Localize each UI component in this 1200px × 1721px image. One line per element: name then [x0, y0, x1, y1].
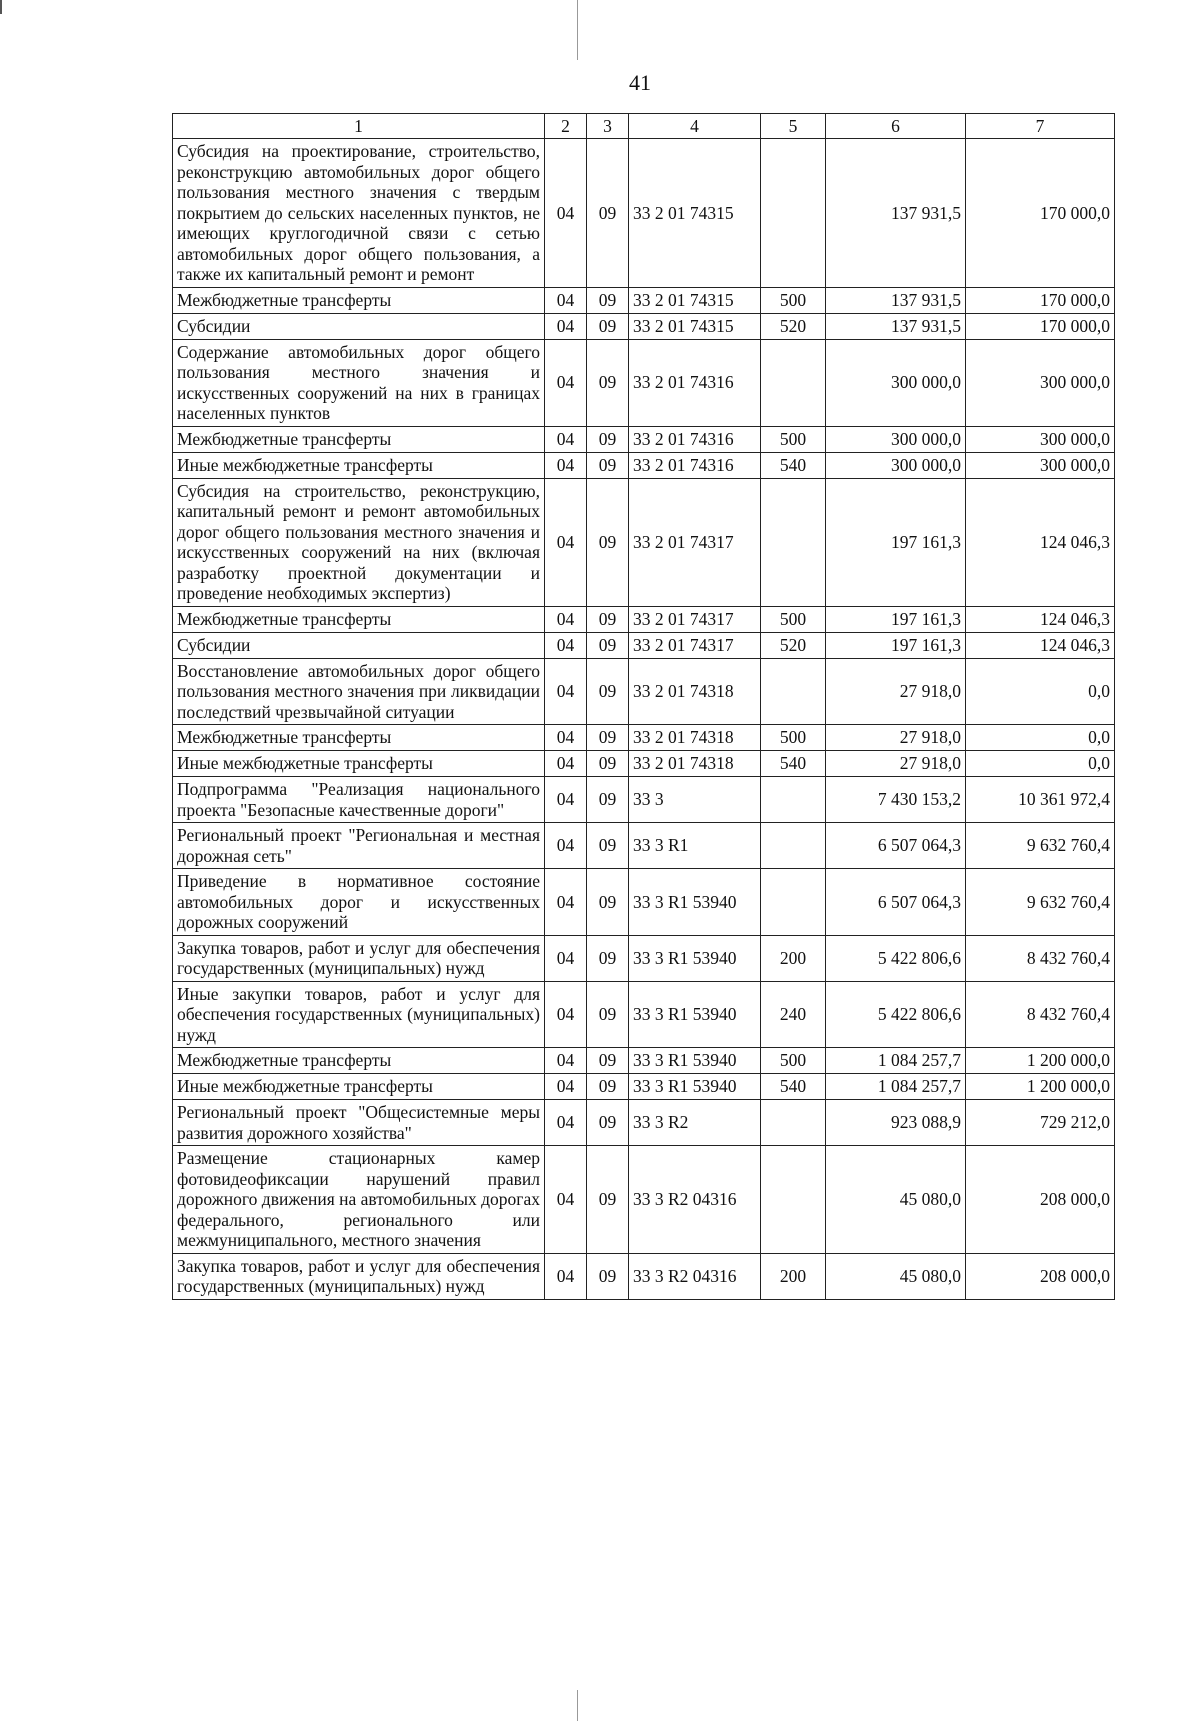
row-target-code: 33 3 R1 53940: [629, 981, 761, 1048]
row-subsection: 09: [587, 1048, 629, 1074]
table-row: [173, 1253, 1115, 1299]
row-expense-type: [761, 777, 826, 823]
col-header-5: 5: [761, 114, 826, 139]
row-amount-2: 8 432 760,4: [966, 981, 1115, 1048]
row-target-code: 33 2 01 74318: [629, 751, 761, 777]
row-target-code: 33 3 R2 04316: [629, 1146, 761, 1254]
row-amount-1: 197 161,3: [826, 478, 966, 606]
row-amount-1: 5 422 806,6: [826, 935, 966, 981]
row-target-code: 33 3 R1 53940: [629, 869, 761, 936]
table-row: [173, 1048, 1115, 1074]
row-amount-2: 300 000,0: [966, 452, 1115, 478]
row-expense-type: [761, 1146, 826, 1254]
row-target-code: 33 2 01 74315: [629, 313, 761, 339]
row-amount-1: 300 000,0: [826, 426, 966, 452]
row-amount-1: 45 080,0: [826, 1253, 966, 1299]
row-target-code: 33 2 01 74316: [629, 426, 761, 452]
row-name: Субсидия на проектирование, строительство, реконструкцию автомобильных дорог общего пользования местного значения с твердым покрытием до сельских населенных пунктов, не имеющих круглогодичной связи с сетью автомобильных дорог общего пользования, а также их капитальный ремонт и ремонт: [173, 139, 545, 288]
table-row: [173, 869, 1115, 936]
table-row: [173, 339, 1115, 426]
row-subsection: 09: [587, 1100, 629, 1146]
row-amount-2: 208 000,0: [966, 1253, 1115, 1299]
row-amount-2: 729 212,0: [966, 1100, 1115, 1146]
row-target-code: 33 2 01 74316: [629, 452, 761, 478]
row-subsection: 09: [587, 606, 629, 632]
row-subsection: 09: [587, 632, 629, 658]
row-target-code: 33 2 01 74317: [629, 478, 761, 606]
row-expense-type: [761, 139, 826, 288]
row-amount-2: 124 046,3: [966, 606, 1115, 632]
row-amount-2: 0,0: [966, 658, 1115, 725]
table-row: [173, 658, 1115, 725]
row-amount-1: 300 000,0: [826, 452, 966, 478]
col-header-2: 2: [545, 114, 587, 139]
table-row: [173, 478, 1115, 606]
row-section: 04: [545, 478, 587, 606]
table-row: [173, 426, 1115, 452]
row-amount-1: 1 084 257,7: [826, 1048, 966, 1074]
row-amount-2: 8 432 760,4: [966, 935, 1115, 981]
row-subsection: 09: [587, 869, 629, 936]
row-name: Размещение стационарных камер фотовидеофиксации нарушений правил дорожного движения на автомобильных дорогах федерального, регионального или межмуниципального, местного значения: [173, 1146, 545, 1254]
row-section: 04: [545, 935, 587, 981]
row-target-code: 33 2 01 74317: [629, 632, 761, 658]
row-section: 04: [545, 426, 587, 452]
row-name: Иные межбюджетные трансферты: [173, 452, 545, 478]
row-amount-1: 27 918,0: [826, 725, 966, 751]
row-subsection: 09: [587, 1253, 629, 1299]
row-section: 04: [545, 1048, 587, 1074]
row-expense-type: [761, 869, 826, 936]
row-subsection: 09: [587, 452, 629, 478]
row-section: 04: [545, 869, 587, 936]
row-name: Подпрограмма "Реализация национального проекта "Безопасные качественные дороги": [173, 777, 545, 823]
row-amount-1: 137 931,5: [826, 287, 966, 313]
row-target-code: 33 3: [629, 777, 761, 823]
row-amount-2: 9 632 760,4: [966, 869, 1115, 936]
row-section: 04: [545, 658, 587, 725]
row-subsection: 09: [587, 339, 629, 426]
row-expense-type: 500: [761, 725, 826, 751]
row-subsection: 09: [587, 777, 629, 823]
row-amount-2: 170 000,0: [966, 287, 1115, 313]
row-name: Закупка товаров, работ и услуг для обеспечения государственных (муниципальных) нужд: [173, 1253, 545, 1299]
row-section: 04: [545, 287, 587, 313]
row-expense-type: [761, 658, 826, 725]
scan-bottom-mark: [577, 1690, 578, 1721]
row-name: Иные закупки товаров, работ и услуг для обеспечения государственных (муниципальных) нужд: [173, 981, 545, 1048]
table-header-row: [173, 114, 1115, 139]
row-subsection: 09: [587, 478, 629, 606]
row-subsection: 09: [587, 313, 629, 339]
row-amount-1: 197 161,3: [826, 632, 966, 658]
row-target-code: 33 2 01 74317: [629, 606, 761, 632]
row-amount-1: 6 507 064,3: [826, 869, 966, 936]
row-amount-1: 7 430 153,2: [826, 777, 966, 823]
col-header-1: 1: [173, 114, 545, 139]
row-target-code: 33 2 01 74315: [629, 139, 761, 288]
row-amount-2: 170 000,0: [966, 139, 1115, 288]
row-subsection: 09: [587, 981, 629, 1048]
row-target-code: 33 3 R2 04316: [629, 1253, 761, 1299]
col-header-7: 7: [966, 114, 1115, 139]
row-amount-2: 1 200 000,0: [966, 1074, 1115, 1100]
row-expense-type: [761, 1100, 826, 1146]
row-amount-2: 208 000,0: [966, 1146, 1115, 1254]
row-expense-type: 520: [761, 632, 826, 658]
row-amount-1: 5 422 806,6: [826, 981, 966, 1048]
row-section: 04: [545, 751, 587, 777]
row-name: Закупка товаров, работ и услуг для обеспечения государственных (муниципальных) нужд: [173, 935, 545, 981]
row-name: Региональный проект "Региональная и местная дорожная сеть": [173, 823, 545, 869]
table-row: [173, 287, 1115, 313]
row-amount-1: 300 000,0: [826, 339, 966, 426]
row-expense-type: [761, 478, 826, 606]
row-subsection: 09: [587, 751, 629, 777]
row-amount-2: 9 632 760,4: [966, 823, 1115, 869]
row-amount-2: 0,0: [966, 751, 1115, 777]
row-section: 04: [545, 1146, 587, 1254]
table-row: [173, 452, 1115, 478]
row-section: 04: [545, 313, 587, 339]
page-number: 41: [629, 70, 651, 95]
row-expense-type: 540: [761, 751, 826, 777]
row-subsection: 09: [587, 823, 629, 869]
col-header-3: 3: [587, 114, 629, 139]
row-section: 04: [545, 1253, 587, 1299]
row-expense-type: 200: [761, 935, 826, 981]
row-name: Межбюджетные трансферты: [173, 1048, 545, 1074]
row-expense-type: 200: [761, 1253, 826, 1299]
row-amount-1: 197 161,3: [826, 606, 966, 632]
row-expense-type: 240: [761, 981, 826, 1048]
table-row: [173, 1100, 1115, 1146]
row-name: Субсидии: [173, 632, 545, 658]
row-name: Приведение в нормативное состояние автомобильных дорог и искусственных дорожных сооружений: [173, 869, 545, 936]
row-name: Межбюджетные трансферты: [173, 606, 545, 632]
row-expense-type: 540: [761, 1074, 826, 1100]
row-amount-1: 137 931,5: [826, 313, 966, 339]
table-row: [173, 981, 1115, 1048]
scan-center-mark: [577, 0, 578, 60]
row-amount-2: 124 046,3: [966, 632, 1115, 658]
table-row: [173, 1146, 1115, 1254]
table-row: [173, 823, 1115, 869]
row-expense-type: [761, 823, 826, 869]
row-name: Субсидии: [173, 313, 545, 339]
row-target-code: 33 2 01 74316: [629, 339, 761, 426]
scan-edge-mark: [0, 0, 2, 14]
row-amount-1: 137 931,5: [826, 139, 966, 288]
row-target-code: 33 3 R1 53940: [629, 935, 761, 981]
row-name: Иные межбюджетные трансферты: [173, 751, 545, 777]
row-section: 04: [545, 606, 587, 632]
table-row: [173, 751, 1115, 777]
budget-table: [172, 113, 1115, 1300]
row-expense-type: 520: [761, 313, 826, 339]
table-row: [173, 725, 1115, 751]
row-amount-1: 923 088,9: [826, 1100, 966, 1146]
row-amount-2: 10 361 972,4: [966, 777, 1115, 823]
col-header-6: 6: [826, 114, 966, 139]
row-expense-type: 500: [761, 1048, 826, 1074]
row-amount-1: 45 080,0: [826, 1146, 966, 1254]
row-section: 04: [545, 981, 587, 1048]
row-subsection: 09: [587, 287, 629, 313]
row-amount-1: 1 084 257,7: [826, 1074, 966, 1100]
row-subsection: 09: [587, 658, 629, 725]
row-amount-2: 0,0: [966, 725, 1115, 751]
row-expense-type: [761, 339, 826, 426]
row-target-code: 33 2 01 74318: [629, 658, 761, 725]
row-expense-type: 500: [761, 426, 826, 452]
table-row: [173, 1074, 1115, 1100]
row-subsection: 09: [587, 1074, 629, 1100]
row-subsection: 09: [587, 1146, 629, 1254]
row-amount-2: 170 000,0: [966, 313, 1115, 339]
table-row: [173, 606, 1115, 632]
row-target-code: 33 2 01 74318: [629, 725, 761, 751]
row-name: Субсидия на строительство, реконструкцию, капитальный ремонт и ремонт автомобильных дорог общего пользования местного значения и искусственных сооружений на них (включая разработку проектной документации и проведение необходимых экспертиз): [173, 478, 545, 606]
table-row: [173, 935, 1115, 981]
row-subsection: 09: [587, 935, 629, 981]
row-target-code: 33 3 R1 53940: [629, 1074, 761, 1100]
row-section: 04: [545, 139, 587, 288]
row-name: Содержание автомобильных дорог общего пользования местного значения и искусственных сооружений на них в границах населенных пунктов: [173, 339, 545, 426]
row-section: 04: [545, 339, 587, 426]
row-section: 04: [545, 1100, 587, 1146]
table-row: [173, 139, 1115, 288]
row-expense-type: 500: [761, 287, 826, 313]
row-amount-1: 27 918,0: [826, 751, 966, 777]
table-row: [173, 632, 1115, 658]
row-amount-2: 300 000,0: [966, 339, 1115, 426]
col-header-4: 4: [629, 114, 761, 139]
row-target-code: 33 3 R1: [629, 823, 761, 869]
row-target-code: 33 2 01 74315: [629, 287, 761, 313]
row-subsection: 09: [587, 426, 629, 452]
row-section: 04: [545, 725, 587, 751]
row-name: Региональный проект "Общесистемные меры развития дорожного хозяйства": [173, 1100, 545, 1146]
row-name: Межбюджетные трансферты: [173, 287, 545, 313]
row-amount-1: 6 507 064,3: [826, 823, 966, 869]
row-subsection: 09: [587, 139, 629, 288]
table-body: [173, 139, 1115, 1300]
row-target-code: 33 3 R1 53940: [629, 1048, 761, 1074]
row-section: 04: [545, 632, 587, 658]
row-name: Восстановление автомобильных дорог общего пользования местного значения при ликвидации последствий чрезвычайной ситуации: [173, 658, 545, 725]
row-amount-1: 27 918,0: [826, 658, 966, 725]
row-section: 04: [545, 823, 587, 869]
row-expense-type: 540: [761, 452, 826, 478]
row-name: Межбюджетные трансферты: [173, 725, 545, 751]
row-expense-type: 500: [761, 606, 826, 632]
table-row: [173, 777, 1115, 823]
row-amount-2: 300 000,0: [966, 426, 1115, 452]
row-amount-2: 1 200 000,0: [966, 1048, 1115, 1074]
row-section: 04: [545, 777, 587, 823]
row-amount-2: 124 046,3: [966, 478, 1115, 606]
table-row: [173, 313, 1115, 339]
row-name: Иные межбюджетные трансферты: [173, 1074, 545, 1100]
row-section: 04: [545, 452, 587, 478]
row-section: 04: [545, 1074, 587, 1100]
row-target-code: 33 3 R2: [629, 1100, 761, 1146]
row-subsection: 09: [587, 725, 629, 751]
row-name: Межбюджетные трансферты: [173, 426, 545, 452]
